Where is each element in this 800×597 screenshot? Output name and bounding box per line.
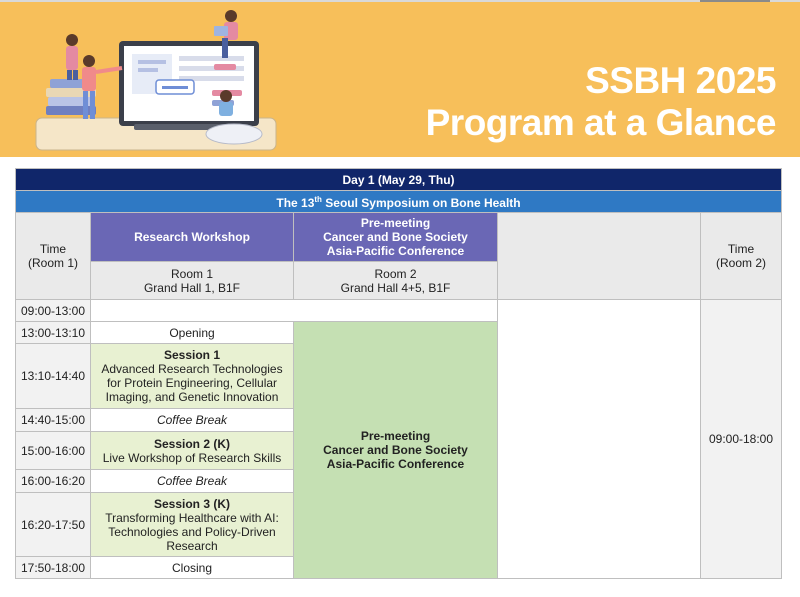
symposium-suffix: th	[314, 195, 322, 204]
session3-cell	[91, 493, 294, 557]
empty-header-cell	[498, 213, 701, 300]
room1-location: Grand Hall 1, B1F	[143, 280, 241, 295]
time-slot: 14:40-15:00	[16, 409, 91, 432]
empty-column-cell	[498, 300, 701, 579]
time-right-label: Time	[727, 242, 755, 256]
track-header-row	[16, 213, 782, 262]
opening-cell: Opening	[91, 322, 294, 344]
research-workshop-header: Research Workshop	[91, 213, 294, 262]
premeeting-header-line2: Cancer and Bone Society	[323, 230, 468, 244]
session1-title: Session 1	[163, 348, 221, 362]
session2-cell	[91, 432, 294, 470]
time-slot: 16:20-17:50	[16, 493, 91, 557]
session1-desc: Advanced Research Technologies for Protein Engineering, Cellular Imaging, and Genetic Innovation	[101, 362, 283, 404]
table-row	[16, 300, 782, 322]
time-slot: 15:00-16:00	[16, 432, 91, 470]
symposium-title	[16, 191, 782, 213]
time-room2-header	[701, 213, 782, 300]
premeeting-line2: Cancer and Bone Society	[323, 443, 468, 457]
session2-desc: Live Workshop of Research Skills	[102, 450, 282, 465]
symposium-prefix: The 13	[276, 196, 315, 210]
conference-illustration	[34, 6, 284, 156]
time-right-room: (Room 2)	[716, 256, 767, 270]
premeeting-header-line3: Asia-Pacific Conference	[326, 244, 465, 258]
coffee-break-cell: Coffee Break	[91, 409, 294, 432]
banner	[0, 2, 800, 157]
room2-location: Grand Hall 4+5, B1F	[340, 280, 451, 295]
time-slot: 13:10-14:40	[16, 344, 91, 409]
session3-title: Session 3 (K)	[153, 496, 231, 511]
premeeting-line1: Pre-meeting	[360, 429, 431, 443]
coffee-break-cell: Coffee Break	[91, 470, 294, 493]
premeeting-header	[294, 213, 498, 262]
room1-cell	[91, 262, 294, 300]
time-left-label: Time	[39, 242, 67, 256]
banner-title-line2: Program at a Glance	[425, 102, 776, 143]
time-slot: 09:00-13:00	[16, 300, 91, 322]
symposium-rest: Seoul Symposium on Bone Health	[321, 196, 521, 210]
premeeting-line3: Asia-Pacific Conference	[326, 457, 465, 471]
time-slot: 13:00-13:10	[16, 322, 91, 344]
time-slot: 17:50-18:00	[16, 557, 91, 579]
time-room1-header	[16, 213, 91, 300]
banner-title	[426, 60, 776, 144]
session3-desc: Transforming Healthcare with AI: Technologies and Policy-Driven Research	[105, 510, 279, 553]
session2-title: Session 2 (K)	[153, 436, 231, 451]
empty-slot	[91, 300, 498, 322]
time-left-room: (Room 1)	[27, 256, 78, 270]
room2-name: Room 2	[374, 266, 417, 281]
symposium-row	[16, 191, 782, 213]
time-slot: 16:00-16:20	[16, 470, 91, 493]
premeeting-header-line1: Pre-meeting	[360, 216, 431, 230]
day-header-row	[16, 169, 782, 191]
session1-cell	[91, 344, 294, 409]
banner-title-line1: SSBH 2025	[585, 60, 776, 101]
program-table	[15, 168, 782, 579]
closing-cell: Closing	[91, 557, 294, 579]
room2-cell	[294, 262, 498, 300]
room1-name: Room 1	[170, 266, 214, 281]
room2-time: 09:00-18:00	[701, 300, 782, 579]
premeeting-session-cell	[294, 322, 498, 579]
day-label: Day 1 (May 29, Thu)	[16, 169, 782, 191]
